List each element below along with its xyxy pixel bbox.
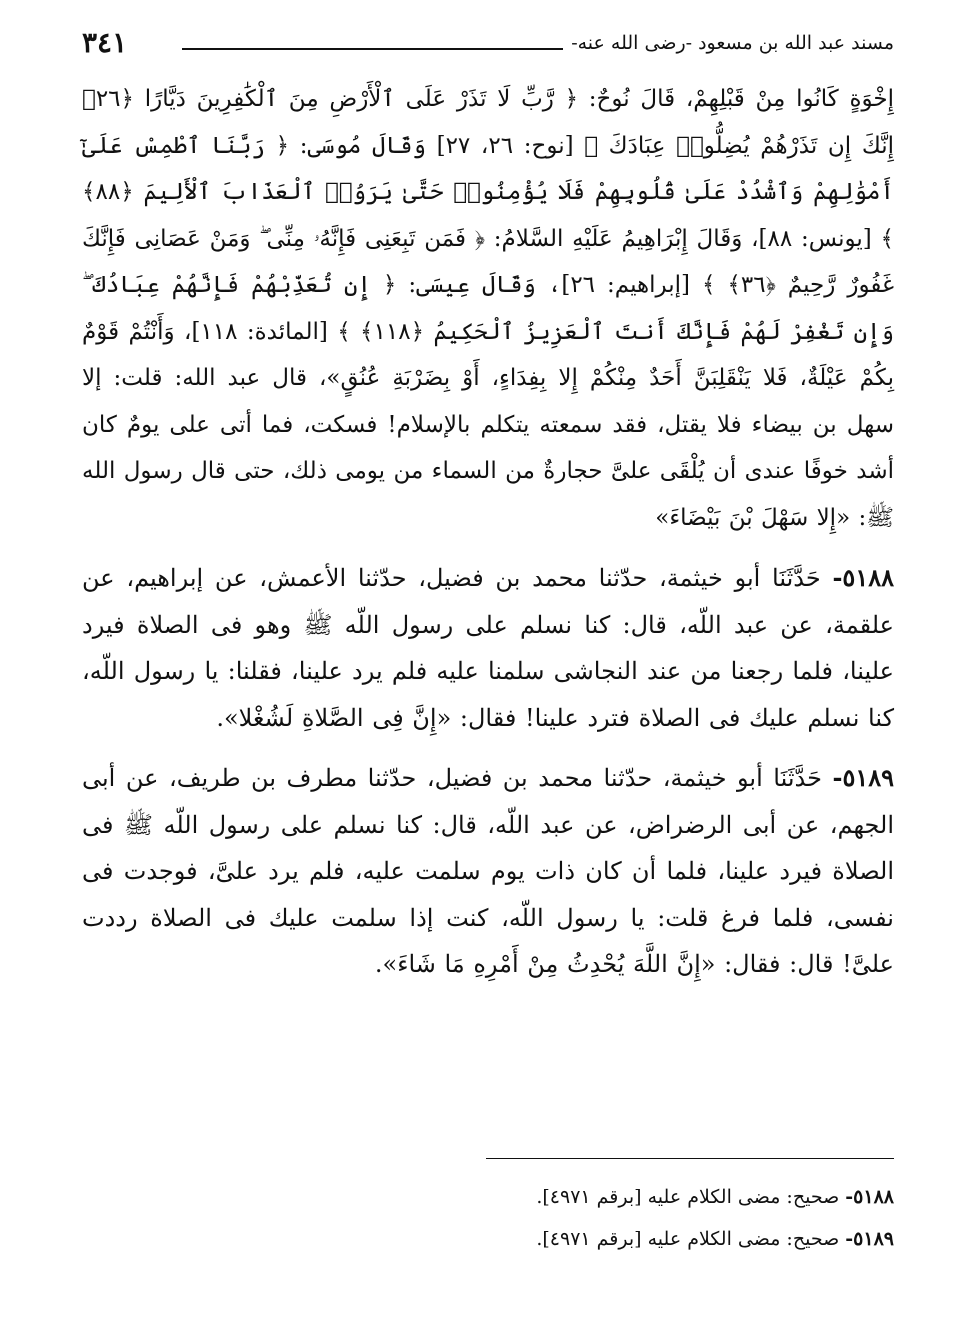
footnote-separator	[486, 1158, 894, 1159]
footnotes	[294, 1176, 894, 1260]
footnote-number: ٥١٨٨-	[845, 1186, 894, 1208]
footnote-text: صحيح: مضى الكلام عليه [برقم ٤٩٧١].	[536, 1228, 840, 1250]
footnote-5189	[294, 1218, 894, 1260]
footnote-5188	[294, 1176, 894, 1218]
page-number: ٣٤١	[82, 26, 128, 59]
hadith-text-5189: حَدَّثَنَا أبو خيثمة، حدّثنا محمد بن فضيل، حدّثنا مطرف بن طريف، عن أبى الجهم، عن أبى الرضراض، عن عبد اللّه، قال: كنا نسلم على رسول اللّه ﷺ فى الصلاة فيرد علينا، فلما أن كان ذات يوم سلمت عليه، فلم يرد علىَّ، فوجدت فى نفسى، فلما فرغ قلت: يا رسول اللّه، كنت إذا سلمت عليك فى الصلاة رددت علىَّ! قال: فقال: «إِنَّ اللَّهَ يُحْدِثُ مِنْ أَمْرِهِ مَا شَاءَ».	[82, 764, 894, 978]
hadith-5188	[82, 555, 894, 741]
footnote-text: صحيح: مضى الكلام عليه [برقم ٤٩٧١].	[536, 1186, 840, 1208]
footnote-number: ٥١٨٩-	[845, 1228, 894, 1250]
hadith-number-5189: ٥١٨٩-	[832, 763, 894, 792]
running-header	[82, 26, 894, 66]
hadith-text-5188: حَدَّثَنَا أبو خيثمة، حدّثنا محمد بن فضيل، حدّثنا الأعمش، عن إبراهيم، عن علقمة، عن عبد اللّه، قال: كنا نسلم على رسول اللّه ﷺ وهو فى الصلاة فيرد علينا، فلما رجعنا من عند النجاشى سلمنا عليه فلم يرد علينا، فقلنا: يا رسول اللّه، كنا نسلم عليك فى الصلاة فترد علينا! فقال: «إِنَّ فِى الصَّلاةِ لَشُغْلا».	[82, 564, 894, 732]
hadith-5189	[82, 755, 894, 988]
header-title: مسند عبد الله بن مسعود -رضى الله عنه-	[563, 32, 894, 54]
header-rule	[182, 48, 564, 50]
continuation-paragraph: إِخْوَةٍ كَانُوا مِنْ قَبْلِهِمْ، قَالَ نُوحٌ: ﴿ رَّبِّ لَا تَذَرْ عَلَى ٱلْأَرْضِ مِنَ ٱلْكَٰفِرِينَ دَيَّارًا ﴿٢٦﴾ إِنَّكَ إِن تَذَرْهُمْ يُضِلُّوا۟ عِبَادَكَ ﴾ [نوح: ٢٦، ٢٧] وَقَالَ مُوسَى: ﴿ رَبَّنَا ٱطْمِسْ عَلَىٰٓ أَمْوَٰلِهِمْ وَٱشْدُدْ عَلَىٰ قُلُوبِهِمْ فَلَا يُؤْمِنُوا۟ حَتَّىٰ يَرَوُا۟ ٱلْعَذَابَ ٱلْأَلِيمَ ﴿٨٨﴾ ﴾ [يونس: ٨٨]، وَقَالَ إِبْرَاهِيمُ عَلَيْهِ السَّلامُ: ﴿ فَمَن تَبِعَنِى فَإِنَّهُۥ مِنِّى ۖ وَمَنْ عَصَانِى فَإِنَّكَ غَفُورٌ رَّحِيمٌ ﴿٣٦﴾ ﴾ [إبراهيم: ٢٦]، وَقَالَ عِيسَى: ﴿ إِن تُعَذِّبْهُمْ فَإِنَّهُمْ عِبَادُكَ ۖ وَإِن تَغْفِرْ لَهُمْ فَإِنَّكَ أَنتَ ٱلْعَزِيزُ ٱلْحَكِيمُ ﴿١١٨﴾ ﴾ [المائدة: ١١٨]، وَأَنْتُمْ قَوْمٌ بِكُمْ عَيْلَةٌ، فَلا يَنْقَلِبَنَّ أَحَدٌ مِنْكُمْ إِلا بِفِدَاءٍ، أَوْ بِضَرْبَةِ عُنُقٍ»، قال عبد الله: قلت: إلا سهل بن بيضاء فلا يقتل، فقد سمعته يتكلم بالإسلام! فسكت، فما أتى على يومٌ كان أشد خوفًا عندى أن يُلْقَى علىَّ حجارةٌ من السماء من يومى ذلك، حتى قال رسول الله ﷺ: «إِلا سَهْلَ بْنَ بَيْضَاءَ»	[82, 86, 895, 531]
hadith-number-5188: ٥١٨٨-	[832, 563, 894, 592]
page-body	[82, 76, 894, 988]
